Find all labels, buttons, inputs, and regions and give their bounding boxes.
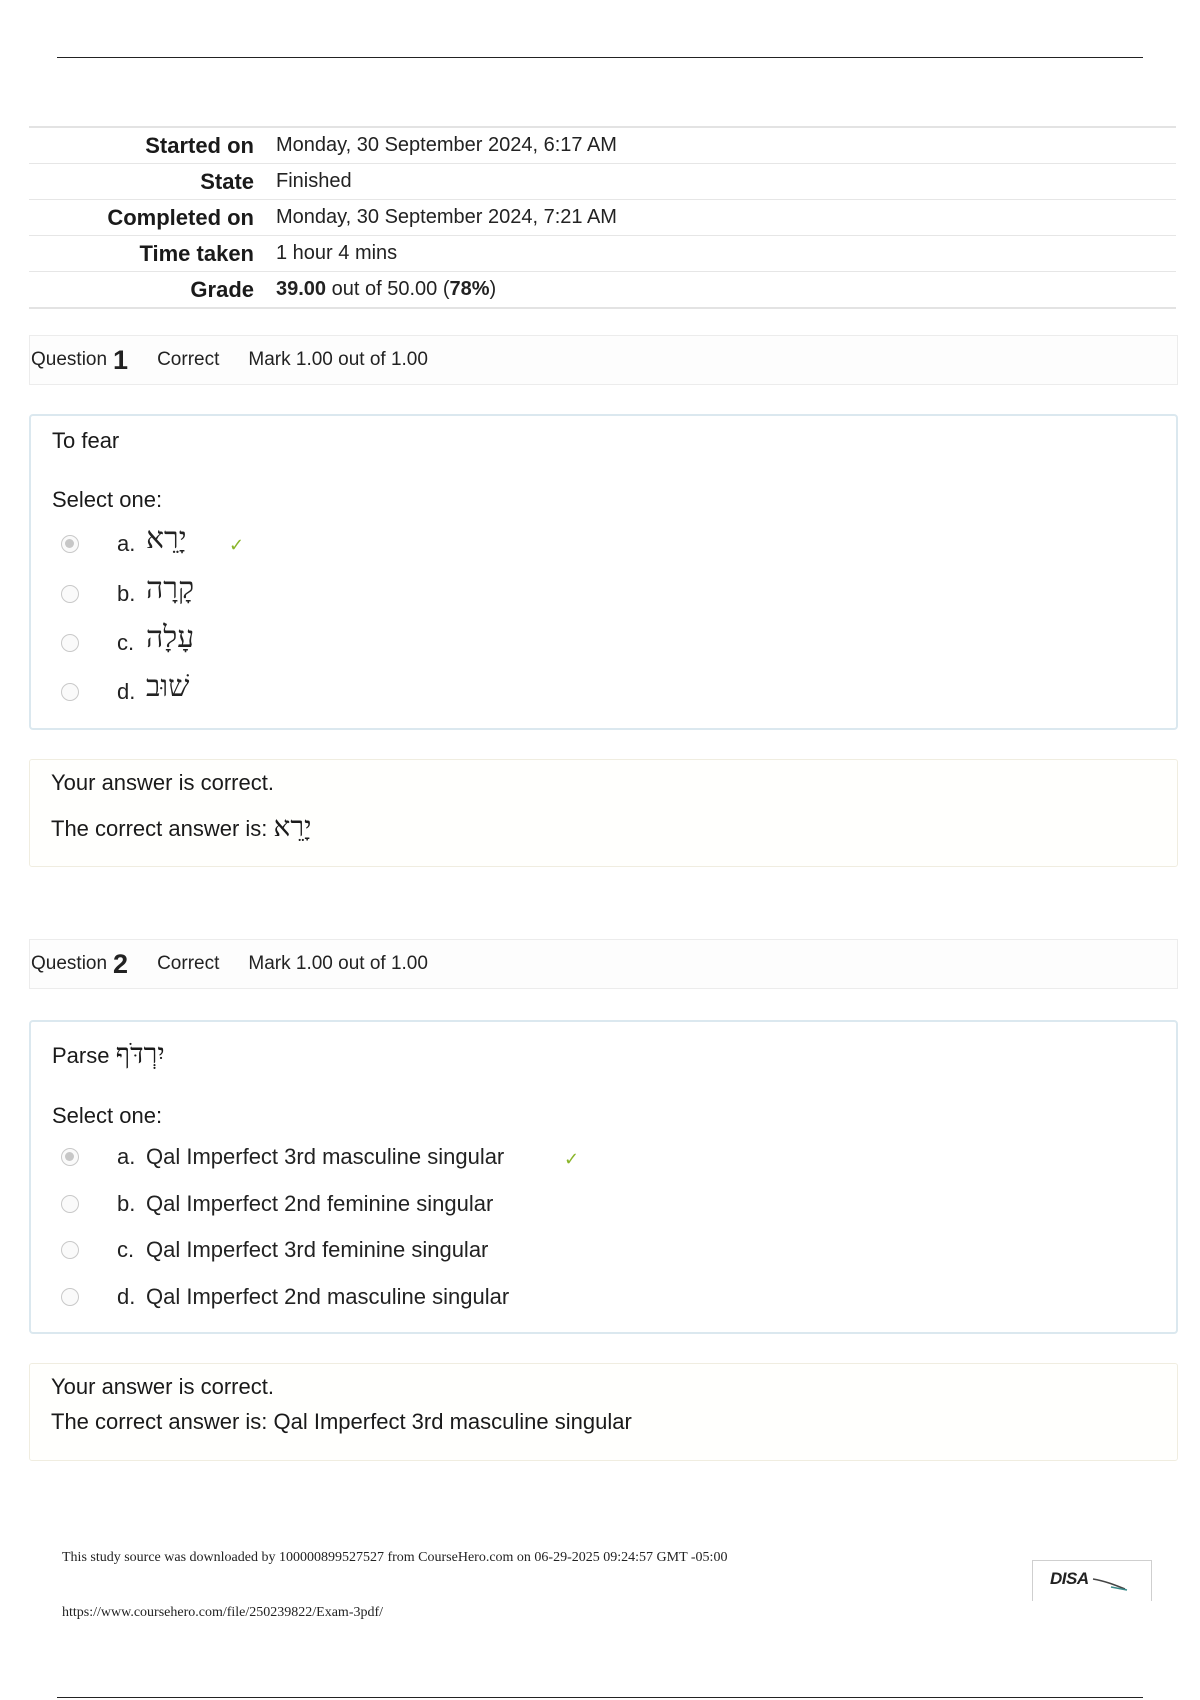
- summary-label: Completed on: [107, 204, 254, 230]
- question-state: Correct: [157, 953, 220, 974]
- check-icon: ✓: [564, 1149, 580, 1169]
- answer-option-a[interactable]: [31, 1138, 1131, 1178]
- question-number: 2: [113, 948, 129, 979]
- question-text: [52, 1037, 165, 1071]
- bottom-rule: [57, 1697, 1143, 1698]
- feedback-text: Your answer is correct.: [51, 770, 274, 795]
- summary-value: Monday, 30 September 2024, 6:17 AM: [276, 134, 617, 156]
- question-mark: Mark 1.00 out of 1.00: [248, 953, 428, 974]
- feedback-box-2: [29, 1363, 1178, 1461]
- summary-row-started: [29, 128, 1176, 163]
- option-letter: d.: [117, 1284, 136, 1309]
- question-content-1: [29, 414, 1178, 730]
- feedback-box-1: [29, 759, 1178, 867]
- correct-answer-line: [51, 1409, 632, 1435]
- correct-answer: Qal Imperfect 3rd masculine singular: [273, 1409, 632, 1434]
- question-word: Question: [31, 349, 108, 370]
- logo-swoosh-icon: [1091, 1573, 1141, 1593]
- radio-button[interactable]: [61, 1288, 79, 1306]
- option-text: Qal Imperfect 2nd masculine singular: [146, 1284, 510, 1309]
- option-text: Qal Imperfect 3rd masculine singular: [146, 1144, 505, 1169]
- radio-button[interactable]: [61, 535, 79, 553]
- radio-button[interactable]: [61, 1195, 79, 1213]
- summary-row-grade: [29, 271, 1176, 307]
- attempt-summary-table: [29, 126, 1176, 309]
- question-info-1: [29, 335, 1178, 385]
- answer-option-c[interactable]: [31, 1231, 1131, 1271]
- answer-option-d[interactable]: [31, 1278, 1131, 1318]
- summary-value: Monday, 30 September 2024, 7:21 AM: [276, 206, 617, 228]
- option-text: Qal Imperfect 3rd feminine singular: [146, 1237, 489, 1262]
- question-hebrew-word: יִרְדֹּף: [115, 1037, 165, 1070]
- grade-out-of: out of 50.00 (: [326, 278, 450, 300]
- option-letter: a.: [117, 1144, 136, 1169]
- summary-value: Finished: [276, 170, 352, 192]
- question-text-label: To fear: [52, 428, 120, 453]
- correct-answer-prefix: The correct answer is:: [51, 1409, 274, 1434]
- summary-row-state: [29, 163, 1176, 199]
- grade-value: [254, 278, 496, 301]
- option-text: עָלָה: [146, 620, 195, 655]
- grade-score: 39.00: [276, 278, 327, 300]
- option-letter: b.: [117, 581, 136, 606]
- summary-label: Started on: [145, 132, 254, 158]
- source-url[interactable]: https://www.coursehero.com/file/250239822/Exam-3pdf/: [62, 1605, 384, 1620]
- select-one-prompt: Select one:: [52, 487, 163, 512]
- option-letter: c.: [117, 1237, 135, 1262]
- question-text-label: Parse: [52, 1043, 116, 1068]
- grade-percent: 78%: [449, 278, 490, 300]
- question-info-2: [29, 939, 1178, 989]
- logo-text: DISA: [1050, 1569, 1089, 1588]
- question-content-2: [29, 1020, 1178, 1334]
- check-icon: ✓: [229, 535, 245, 555]
- download-source-note: This study source was downloaded by 100000899527527 from CourseHero.com on 06-29-2025 09:24:57 GMT -05:00: [62, 1550, 728, 1565]
- answer-option-c[interactable]: [31, 620, 1131, 664]
- answer-option-d[interactable]: [31, 669, 1131, 713]
- correct-answer-prefix: The correct answer is:: [51, 816, 274, 841]
- question-state: Correct: [157, 349, 220, 370]
- option-text: קָרָה: [146, 571, 195, 606]
- radio-button[interactable]: [61, 634, 79, 652]
- answer-option-b[interactable]: [31, 571, 1131, 615]
- feedback-text: Your answer is correct.: [51, 1374, 274, 1399]
- summary-value: 1 hour 4 mins: [276, 242, 398, 264]
- question-word: Question: [31, 953, 108, 974]
- option-letter: c.: [117, 630, 135, 655]
- option-letter: a.: [117, 531, 136, 556]
- summary-row-time: [29, 235, 1176, 271]
- grade-close: ): [489, 278, 497, 300]
- answer-option-a[interactable]: [31, 521, 1131, 565]
- correct-answer-line: [51, 810, 311, 844]
- radio-button[interactable]: [61, 1241, 79, 1259]
- option-letter: b.: [117, 1191, 136, 1216]
- option-letter: d.: [117, 679, 136, 704]
- option-text: שׁוּב: [146, 669, 190, 704]
- disa-logo: [1032, 1560, 1152, 1601]
- question-mark: Mark 1.00 out of 1.00: [248, 349, 428, 370]
- question-text: [52, 428, 119, 454]
- radio-button[interactable]: [61, 1148, 79, 1166]
- summary-row-completed: [29, 199, 1176, 235]
- correct-answer: יָרֵא: [273, 810, 312, 843]
- radio-button[interactable]: [61, 585, 79, 603]
- question-number: 1: [113, 344, 129, 375]
- summary-label: State: [200, 168, 254, 194]
- top-rule: [57, 57, 1143, 58]
- radio-button[interactable]: [61, 683, 79, 701]
- option-text: Qal Imperfect 2nd feminine singular: [146, 1191, 494, 1216]
- summary-label: Grade: [190, 276, 254, 302]
- summary-label: Time taken: [139, 240, 254, 266]
- select-one-prompt: Select one:: [52, 1103, 163, 1128]
- answer-option-b[interactable]: [31, 1185, 1131, 1225]
- option-text: יָרֵא: [146, 521, 187, 556]
